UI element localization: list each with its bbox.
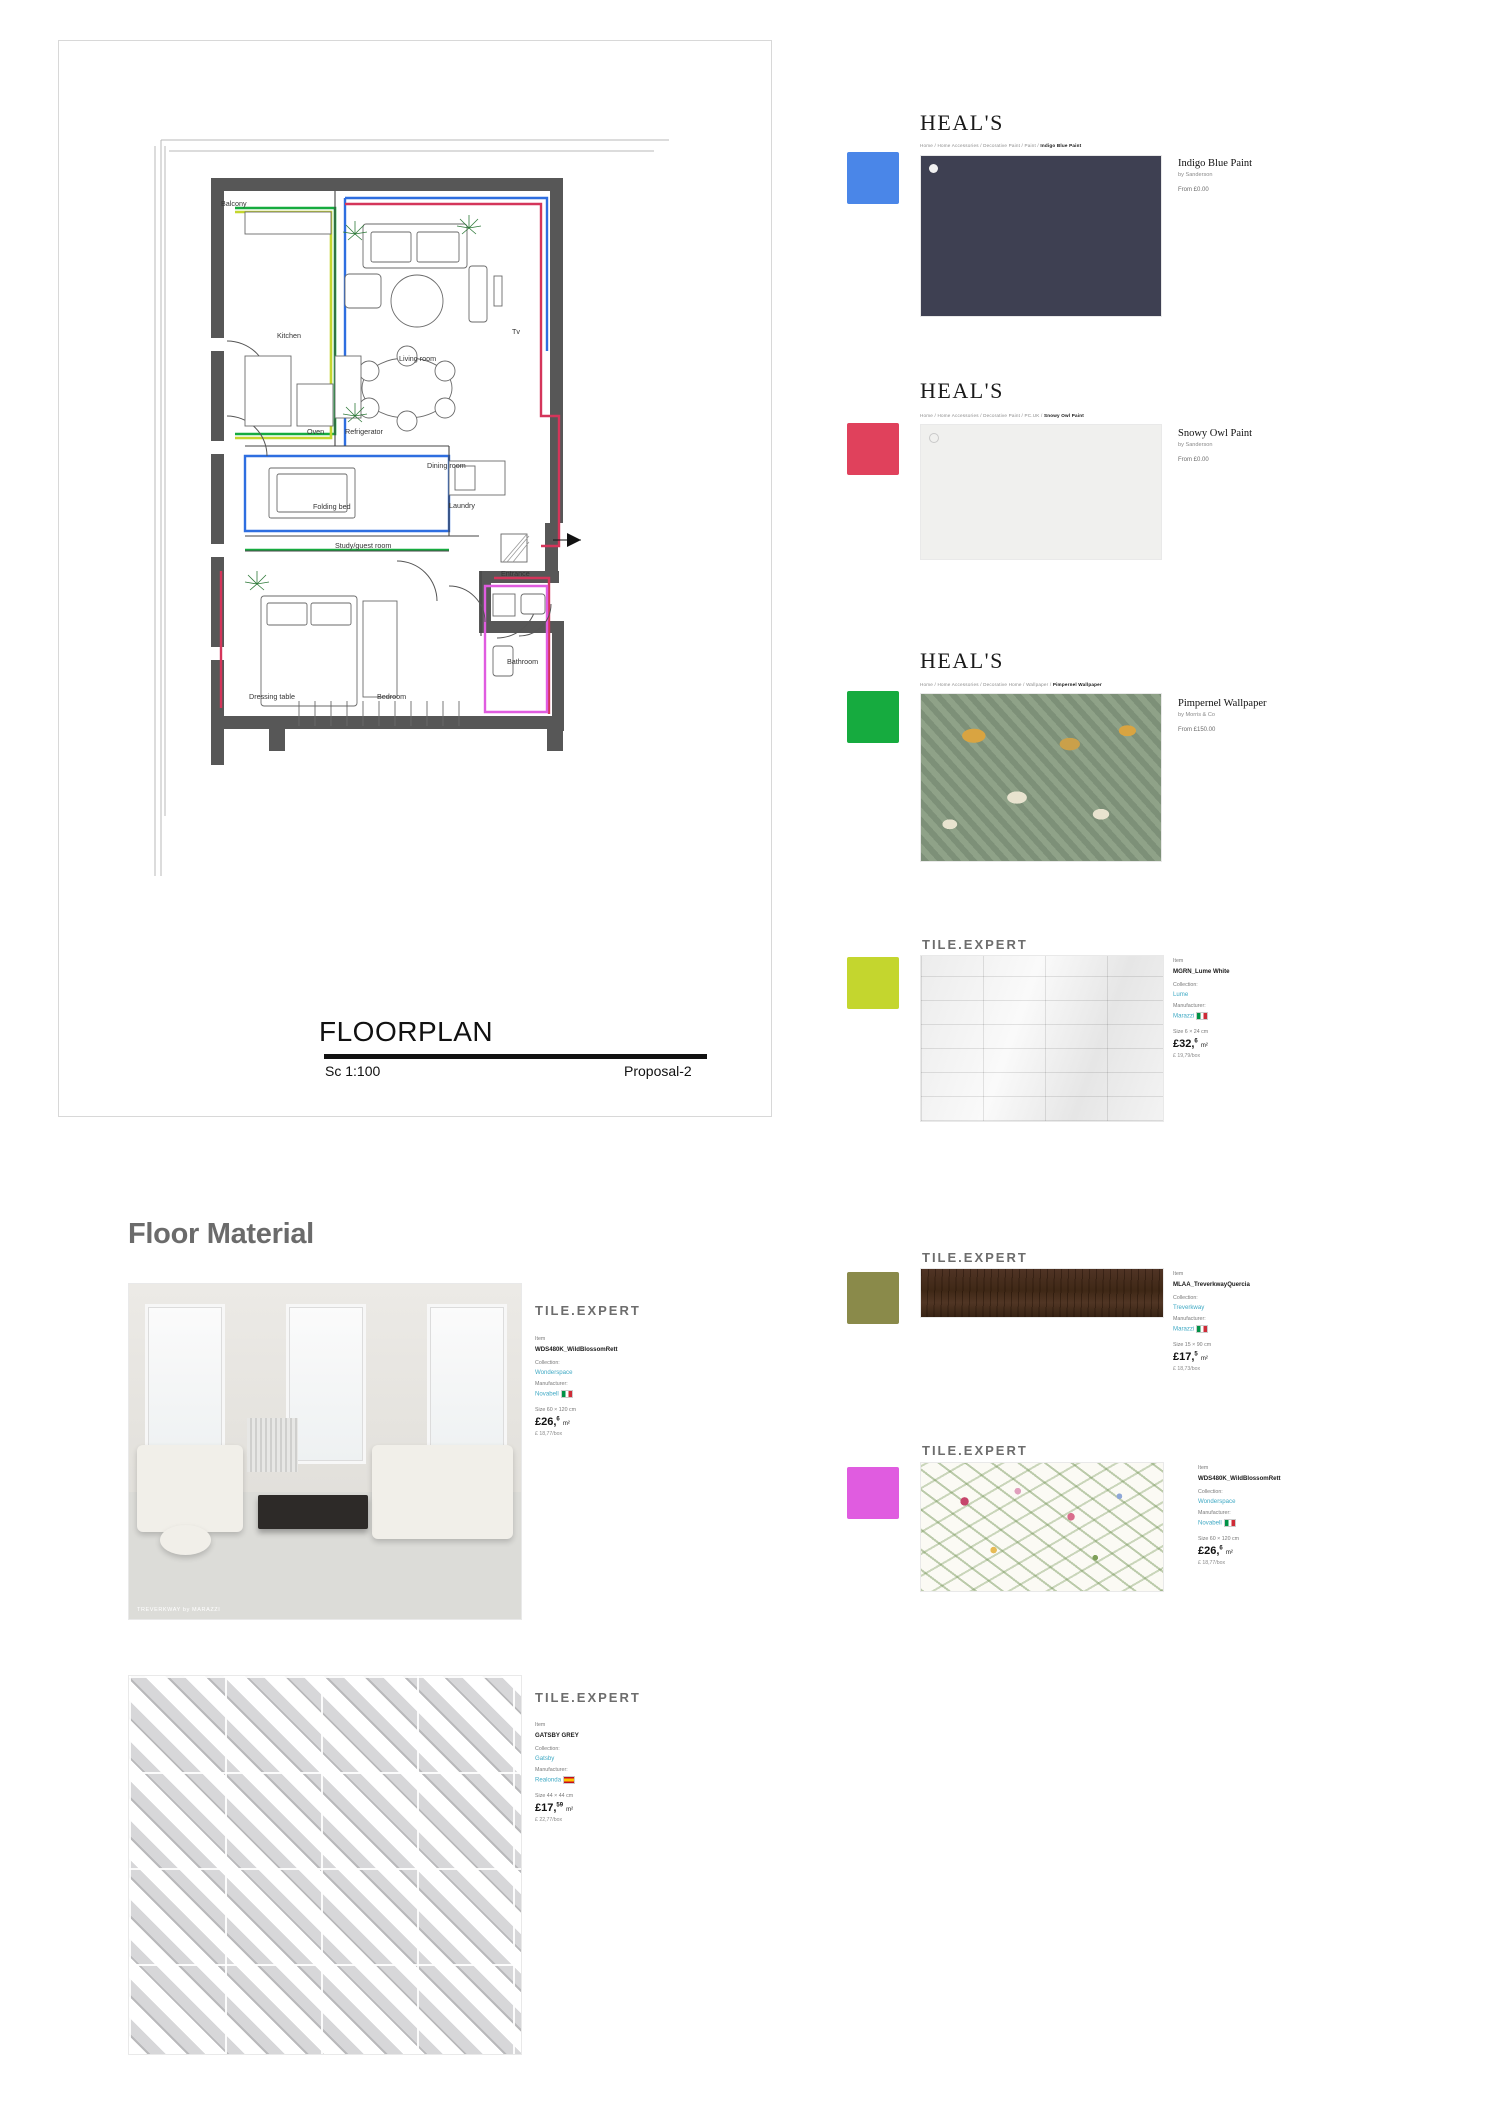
product-price: From £150.00 xyxy=(1178,727,1216,733)
item-label: Item xyxy=(535,1722,546,1728)
product-image-snowy-owl[interactable] xyxy=(920,424,1162,560)
price-main: 17, xyxy=(541,1802,557,1814)
tile-pattern-floral xyxy=(921,1463,1163,1591)
svg-text:Living room: Living room xyxy=(399,354,437,363)
brand-label: TILE.EXPERT xyxy=(922,1250,1028,1265)
collection-value[interactable]: Lume xyxy=(1173,991,1189,998)
collection-label: Collection: xyxy=(1173,982,1198,988)
manufacturer-text: Novabell xyxy=(535,1390,559,1398)
collection-value[interactable]: Treverkway xyxy=(1173,1304,1205,1311)
svg-text:Study/guest room: Study/guest room xyxy=(335,541,392,550)
collection-label: Collection: xyxy=(1173,1295,1198,1301)
price-per-box: £ 18,77/box xyxy=(535,1431,563,1437)
product-subtitle: by Sanderson xyxy=(1178,442,1213,448)
price-per-sqm: £17,59 m² xyxy=(535,1802,574,1814)
brand-label: TILE.EXPERT xyxy=(535,1690,641,1705)
price-per-box: £ 18,77/box xyxy=(1198,1560,1226,1566)
price-per-sqm: £26,$^6$ m² xyxy=(535,1416,570,1428)
floorplan-sheet xyxy=(58,40,772,1117)
breadcrumb-current: Pimpernel Wallpaper xyxy=(1052,682,1102,687)
photo-pouf xyxy=(160,1525,211,1555)
manufacturer-text: Realonda xyxy=(535,1776,562,1784)
manufacturer-value[interactable] xyxy=(1198,1519,1236,1527)
svg-text:Entrance: Entrance xyxy=(501,569,530,578)
color-swatch-magenta[interactable] xyxy=(847,1467,899,1519)
paint-indigo-fill xyxy=(921,156,1161,316)
product-title: Pimpernel Wallpaper xyxy=(1178,698,1267,709)
brand-heals: HEAL'S xyxy=(920,110,1004,135)
item-value: WDS480K_WildBlossomRett xyxy=(535,1346,618,1353)
photo-radiator xyxy=(247,1418,298,1472)
size-value: Size 60 × 120 cm xyxy=(535,1407,577,1413)
product-image-indigo[interactable] xyxy=(920,155,1162,317)
price-per-sqm: £26,$^6$ m² xyxy=(1198,1545,1233,1557)
photo-window-center xyxy=(286,1304,366,1464)
price-unit: m² xyxy=(1200,1356,1208,1362)
wallpaper-pattern xyxy=(921,694,1161,861)
tile-pattern-wood xyxy=(921,1269,1163,1317)
collection-label: Collection: xyxy=(535,1746,560,1752)
floorplan-svg xyxy=(149,116,689,956)
svg-text:Kitchen: Kitchen xyxy=(277,331,301,340)
floorplan-rule xyxy=(324,1054,707,1059)
floorplan-scale: Sc 1:100 xyxy=(325,1063,381,1079)
item-value: WDS480K_WildBlossomRett xyxy=(1198,1475,1281,1482)
brand-tile-expert xyxy=(535,1303,641,1318)
tile-image-quercia[interactable] xyxy=(920,1268,1164,1318)
photo-window-left xyxy=(145,1304,225,1464)
color-swatch-indigo[interactable] xyxy=(847,152,899,204)
brand-label: TILE.EXPERT xyxy=(535,1303,641,1318)
photo-caption: TREVERKWAY by MARAZZI xyxy=(137,1607,221,1613)
floorplan-drawing xyxy=(149,116,689,956)
item-value: MGRN_Lume White xyxy=(1173,968,1230,975)
room-photo[interactable] xyxy=(128,1283,522,1620)
flag-icon-italy xyxy=(1224,1519,1236,1527)
svg-text:Dining room: Dining room xyxy=(427,461,466,470)
item-label: Item xyxy=(535,1336,546,1342)
svg-text:Bathroom: Bathroom xyxy=(507,657,539,666)
paint-snowy-fill xyxy=(921,425,1161,559)
section-title-floor-material: Floor Material xyxy=(128,1218,314,1250)
brand-tile-expert xyxy=(922,1250,1028,1265)
size-value: Size 60 × 120 cm xyxy=(1198,1536,1240,1542)
price-decimal: 6 xyxy=(1219,1545,1223,1552)
price-main: 32, xyxy=(1179,1038,1195,1050)
price-decimal: 6 xyxy=(556,1416,560,1423)
price-main: 26, xyxy=(541,1416,557,1428)
tile-grout-grid xyxy=(129,1676,521,2054)
price-decimal: 59 xyxy=(556,1802,564,1809)
photo-sofa-left xyxy=(137,1445,243,1532)
price-per-box: £ 18,73/box xyxy=(1173,1366,1201,1372)
item-value: GATSBY GREY xyxy=(535,1732,579,1739)
manufacturer-value[interactable] xyxy=(535,1390,573,1398)
product-price: From £0.00 xyxy=(1178,187,1209,193)
price-per-box: £ 19,79/box xyxy=(1173,1053,1201,1059)
product-title: Indigo Blue Paint xyxy=(1178,158,1253,169)
manufacturer-text: Novabell xyxy=(1198,1519,1222,1527)
breadcrumb xyxy=(920,682,1102,687)
brand-label: TILE.EXPERT xyxy=(922,937,1028,952)
manufacturer-text: Marazzi xyxy=(1173,1325,1195,1333)
item-label: Item xyxy=(1173,1271,1184,1277)
collection-value[interactable]: Wonderspace xyxy=(535,1369,573,1376)
breadcrumb xyxy=(920,413,1084,418)
floorplan-proposal: Proposal-2 xyxy=(624,1063,692,1079)
svg-text:Balcony: Balcony xyxy=(221,199,247,208)
breadcrumb-path: Home / Home Accessories / Decorative Paint / Paint / xyxy=(920,143,1041,148)
brand-label: TILE.EXPERT xyxy=(922,1443,1028,1458)
item-label: Item xyxy=(1198,1465,1209,1471)
price-per-sqm: £17,$^5$ m² xyxy=(1173,1351,1208,1363)
breadcrumb-path: Home / Home Accessories / Decorative Paint / PC.UK / xyxy=(920,413,1044,418)
collection-value[interactable]: Wonderspace xyxy=(1198,1498,1236,1505)
price-decimal: 6 xyxy=(1194,1038,1198,1045)
svg-text:Dressing table: Dressing table xyxy=(249,692,295,701)
price-per-sqm: £32,$^6$ m² xyxy=(1173,1038,1208,1050)
collection-label: Collection: xyxy=(1198,1489,1223,1495)
flag-icon-spain xyxy=(563,1776,575,1784)
flag-icon-italy xyxy=(1196,1012,1208,1020)
price-unit: m² xyxy=(566,1807,574,1813)
tile-pattern-lume xyxy=(921,956,1163,1121)
size-value: Size 44 × 44 cm xyxy=(535,1793,574,1799)
collection-label: Collection: xyxy=(535,1360,560,1366)
size-value: Size 15 × 90 cm xyxy=(1173,1342,1212,1348)
svg-text:Oven: Oven xyxy=(307,427,325,436)
brand-tile-expert xyxy=(922,937,1028,952)
price-unit: m² xyxy=(1200,1043,1208,1049)
price-unit: m² xyxy=(562,1421,570,1427)
color-swatch-lime[interactable] xyxy=(847,957,899,1009)
manufacturer-value[interactable] xyxy=(1173,1012,1208,1020)
photo-coffee-table xyxy=(258,1495,368,1529)
brand-heals: HEAL'S xyxy=(920,648,1004,673)
price-decimal: 5 xyxy=(1194,1351,1198,1358)
photo-sofa-right xyxy=(372,1445,513,1539)
svg-text:Laundry: Laundry xyxy=(449,501,475,510)
brand-heals: HEAL'S xyxy=(920,378,1004,403)
photo-window-right xyxy=(427,1304,507,1464)
brand-tile-expert xyxy=(922,1443,1028,1458)
zoom-icon[interactable] xyxy=(929,164,938,173)
price-main: 17, xyxy=(1179,1351,1195,1363)
item-value: MLAA_TreverkwayQuercia xyxy=(1173,1281,1250,1288)
size-value: Size 6 × 24 cm xyxy=(1173,1029,1209,1035)
product-subtitle: by Sanderson xyxy=(1178,172,1213,178)
manufacturer-label: Manufacturer: xyxy=(1173,1316,1206,1322)
svg-text:Bedroom: Bedroom xyxy=(377,692,407,701)
floorplan-title: FLOORPLAN xyxy=(319,1016,494,1047)
flag-icon-italy xyxy=(1196,1325,1208,1333)
tile-image-gatsby-grey[interactable] xyxy=(128,1675,522,2055)
color-swatch-crimson[interactable] xyxy=(847,423,899,475)
svg-text:Folding bed: Folding bed xyxy=(313,502,351,511)
product-image-pimpernel[interactable] xyxy=(920,693,1162,862)
price-main: 26, xyxy=(1204,1545,1220,1557)
manufacturer-label: Manufacturer: xyxy=(535,1767,568,1773)
tile-image-wild-blossom[interactable] xyxy=(920,1462,1164,1592)
breadcrumb-path: Home / Home Accessories / Decorative Home / Wallpaper / xyxy=(920,682,1053,687)
svg-text:Tv: Tv xyxy=(512,327,520,336)
breadcrumb-current: Indigo Blue Paint xyxy=(1040,143,1082,148)
manufacturer-text: Marazzi xyxy=(1173,1012,1195,1020)
manufacturer-label: Manufacturer: xyxy=(1173,1003,1206,1009)
svg-text:Refrigerator: Refrigerator xyxy=(345,427,383,436)
manufacturer-value[interactable] xyxy=(535,1776,575,1784)
color-swatch-green[interactable] xyxy=(847,691,899,743)
tile-image-lume-white[interactable] xyxy=(920,955,1164,1122)
price-unit: m² xyxy=(1225,1550,1233,1556)
brand-tile-expert xyxy=(535,1690,641,1705)
product-subtitle: by Morris & Co xyxy=(1178,712,1215,718)
breadcrumb-current: Snowy Owl Paint xyxy=(1043,413,1084,418)
manufacturer-label: Manufacturer: xyxy=(1198,1510,1231,1516)
zoom-icon[interactable] xyxy=(929,433,939,443)
manufacturer-value[interactable] xyxy=(1173,1325,1208,1333)
price-per-box: £ 22,77/box xyxy=(535,1817,563,1823)
breadcrumb xyxy=(920,143,1081,148)
color-swatch-olive[interactable] xyxy=(847,1272,899,1324)
manufacturer-label: Manufacturer: xyxy=(535,1381,568,1387)
product-title: Snowy Owl Paint xyxy=(1178,428,1253,439)
room-photo-illustration xyxy=(129,1284,521,1619)
item-label: Item xyxy=(1173,958,1184,964)
flag-icon-italy xyxy=(561,1390,573,1398)
collection-value[interactable]: Gatsby xyxy=(535,1755,555,1762)
product-price: From £0.00 xyxy=(1178,457,1209,463)
